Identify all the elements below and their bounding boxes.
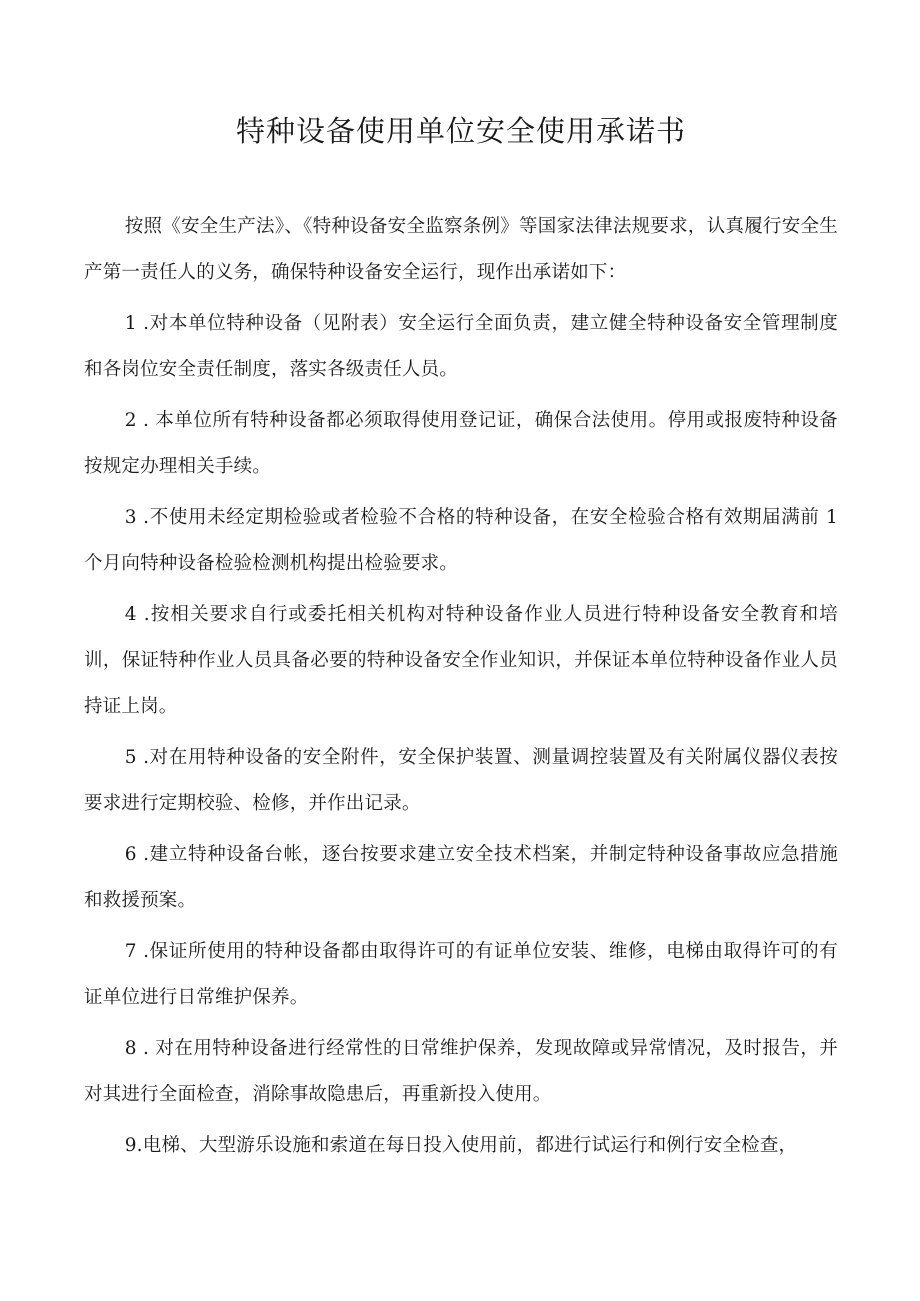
commitment-item-6: 6 .建立特种设备台帐，逐台按要求建立安全技术档案，并制定特种设备事故应急措施和救援预案。 <box>84 844 838 911</box>
commitment-item-5: 5 .对在用特种设备的安全附件，安全保护装置、测量调控装置及有关附属仪器仪表按要求进行定期校验、检修，并作出记录。 <box>84 747 838 814</box>
commitment-item-8: 8 . 对在用特种设备进行经常性的日常维护保养，发现故障或异常情况，及时报告，并对其进行全面检查，消除事故隐患后，再重新投入使用。 <box>84 1038 838 1105</box>
commitment-item-3: 3 .不使用未经定期检验或者检验不合格的特种设备，在安全检验合格有效期届满前 1 个月向特种设备检验检测机构提出检验要求。 <box>84 507 838 574</box>
document-title: 特种设备使用单位安全使用承诺书 <box>235 114 686 148</box>
intro-paragraph: 按照《安全生产法》、《特种设备安全监察条例》等国家法律法规要求，认真履行安全生产第一责任人的义务，确保特种设备安全运行，现作出承诺如下： <box>84 216 838 283</box>
commitment-item-4: 4 .按相关要求自行或委托相关机构对特种设备作业人员进行特种设备安全教育和培训，保证特种作业人员具备必要的特种设备安全作业知识，并保证本单位特种设备作业人员持证上岗。 <box>84 604 838 717</box>
document-body <box>84 204 838 1169</box>
commitment-item-9: 9.电梯、大型游乐设施和索道在每日投入使用前，都进行试运行和例行安全检查， <box>124 1135 798 1156</box>
commitment-item-2: 2 . 本单位所有特种设备都必须取得使用登记证，确保合法使用。停用或报废特种设备按规定办理相关手续。 <box>84 410 838 477</box>
commitment-item-7: 7 .保证所使用的特种设备都由取得许可的有证单位安装、维修，电梯由取得许可的有证单位进行日常维护保养。 <box>84 941 838 1008</box>
commitment-item-1: 1 .对本单位特种设备（见附表）安全运行全面负责，建立健全特种设备安全管理制度和各岗位安全责任制度，落实各级责任人员。 <box>84 313 838 380</box>
